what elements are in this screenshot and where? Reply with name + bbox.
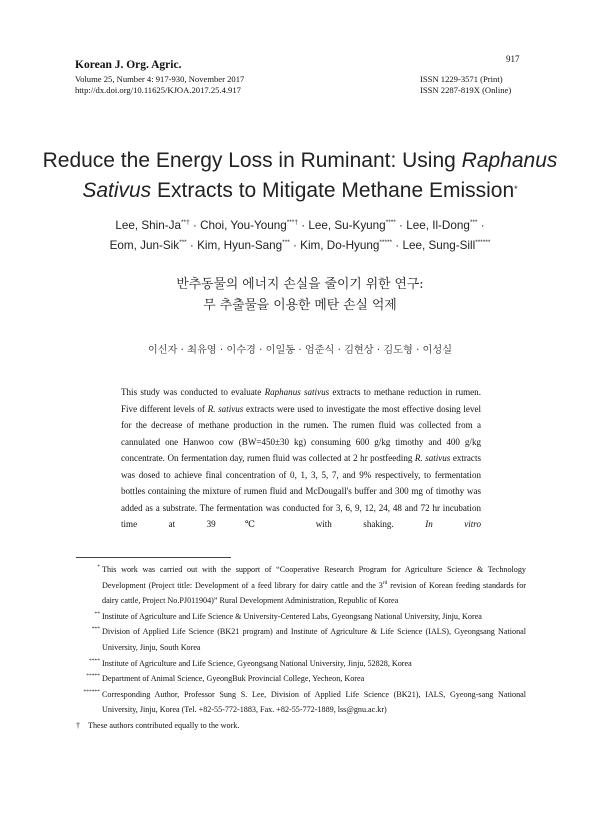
title-text: Extracts to Mitigate Methane Emission: [151, 179, 515, 202]
author-mark: ****: [385, 219, 396, 226]
author-name: Eom, Jun-Sik: [109, 239, 180, 252]
abstract-italic: Raphanus sativus: [264, 387, 330, 397]
author-name: Lee, Il-Dong: [406, 219, 470, 232]
author-mark: *****: [379, 239, 393, 246]
paper-title: [40, 146, 560, 206]
footnote-text-part: revision of Korean feeding standards for dairy cattle, Project No.PJ011904)” Rural Development Administration, Republic of Korea: [102, 580, 526, 606]
issn-print: ISSN 1229-3571 (Print): [420, 74, 503, 84]
author-name: Choi, You-Young: [200, 219, 287, 232]
author-mark: ***: [179, 239, 187, 246]
abstract-text: This study was conducted to evaluate: [121, 387, 265, 397]
author-mark: ***: [282, 239, 290, 246]
author-name: Lee, Shin-Ja: [115, 219, 182, 232]
footnote-text: Institute of Agriculture and Life Science & University-Centered Labs, Gyeongsang National University, Jinju, Korea: [102, 611, 482, 621]
author-name: Kim, Hyun-Sang: [197, 239, 283, 252]
author-name: Kim, Do-Hyung: [300, 239, 380, 252]
footnote-mark: ****: [89, 657, 100, 664]
footnote-text: Corresponding Author, Professor Sung S. Lee, Division of Applied Life Science (BK21), IALS, Gyeong-sang National University, Jinju, Korea (Tel. +82-55-772-1883, Fax. +82-55-772-1889, lss@gnu.ac.kr): [102, 689, 526, 715]
abstract-text: extracts were used to investigate the most effective dosing level for the decrease of methane production in the rumen. The rumen fluid was collected from a cannulated one Hanwoo cow (BW=450±30 kg) consuming 600 g/kg timothy and 400 g/kg concentrate. On fermentation day, rumen fluid was collected at 2 hr postfeeding: [121, 403, 481, 463]
footnote-text: Division of Applied Life Science (BK21 program) and Institute of Agriculture & Life Science (IALS), Gyeongsang National University, Jinju, South Korea: [102, 627, 526, 652]
footnote-mark: †: [76, 720, 80, 730]
author-name: Lee, Sung-Sill: [402, 239, 476, 252]
footnote: [76, 562, 526, 609]
title-text: Reduce the Energy Loss in Ruminant: Using: [42, 149, 462, 172]
footnote-divider: [76, 557, 231, 558]
korean-title-line: 반추동물의 에너지 손실을 줄이기 위한 연구:: [176, 277, 424, 292]
abstract-italic: R. sativus: [207, 403, 244, 414]
footnote-mark: **: [94, 610, 100, 617]
footnote-text: These authors contributed equally to the work.: [88, 720, 240, 730]
author-mark: **†: [181, 219, 190, 226]
footnote: [76, 609, 526, 625]
abstract-text: extracts to methane reduction in rumen. Five different levels of: [121, 387, 481, 414]
footnote-text-part: This work was carried out with the support of “Cooperative Research Program for Agriculture Science & Technology Development (Project title: Development of a feed library for dairy cattle and the 3: [102, 565, 526, 590]
footnote: [76, 687, 526, 718]
footnote-text: Institute of Agriculture and Life Science, Gyeongsang National University, Jinju, 52828, Korea: [102, 658, 412, 668]
abstract-italic: In vitro: [425, 519, 481, 529]
journal-name: Korean J. Org. Agric.: [75, 59, 182, 71]
volume-line: Volume 25, Number 4: 917-930, November 2017: [75, 74, 245, 84]
title-footnote-mark: *: [514, 184, 518, 194]
korean-title-line: 무 추출물을 이용한 메탄 손실 억제: [203, 298, 397, 313]
abstract: [121, 384, 481, 533]
page-number: 917: [506, 54, 520, 64]
footnote-mark: ******: [83, 688, 100, 695]
author-mark: ***: [469, 219, 478, 226]
footnote: [76, 624, 526, 655]
author-list: Lee, Shin-Ja**† · Choi, You-Young***† · Lee, Su-Kyung**** · Lee, Il-Dong*** · Eom, Jun-Sik*** · Kim, Hyun-Sang*** · Kim, Do-Hyung***** · Lee, Sung-Sill******: [109, 219, 491, 252]
title-italic: Raphanus: [461, 149, 558, 172]
footnote-mark: ***: [91, 626, 100, 633]
issn-online: ISSN 2287-819X (Online): [420, 84, 512, 95]
footnote: [76, 718, 526, 734]
author-mark: ******: [475, 239, 491, 246]
journal-volume-info: [75, 74, 244, 95]
footnote: [76, 671, 526, 687]
abstract-italic: R. sativus: [414, 453, 451, 463]
footnote: [76, 656, 526, 672]
author-mark: ***†: [286, 219, 298, 226]
footnotes: [76, 562, 526, 734]
abstract-text: extracts was dosed to achieve final concentration of 0, 1, 3, 5, 7, and 9% respectively, to fermentation bottles containing the mixture of rumen fluid and McDougall's buffer and 300 mg of timothy was added as a substrate. The fermentation was conducted for 3, 6, 9, 12, 24, 48 and 72 hr incubation time at 39℃ with shaking.: [121, 453, 481, 529]
korean-title: [40, 274, 560, 316]
korean-author-list: 이신자 · 최유영 · 이수경 · 이일동 · 엄준식 · 김현상 · 김도형 · 이성실: [147, 345, 453, 356]
footnote-mark: *****: [86, 673, 100, 680]
issn-block: [420, 74, 511, 95]
footnote-mark: *: [97, 564, 100, 570]
author-name: Lee, Su-Kyung: [308, 219, 386, 232]
footnote-text: Department of Animal Science, GyeongBuk Provincial College, Yecheon, Korea: [102, 674, 365, 684]
footnote-superscript: rd: [382, 579, 388, 586]
footnote-text: [102, 562, 526, 609]
title-italic: Sativus: [82, 179, 152, 202]
doi-link[interactable]: http://dx.doi.org/10.11625/KJOA.2017.25.4.917: [75, 84, 241, 95]
